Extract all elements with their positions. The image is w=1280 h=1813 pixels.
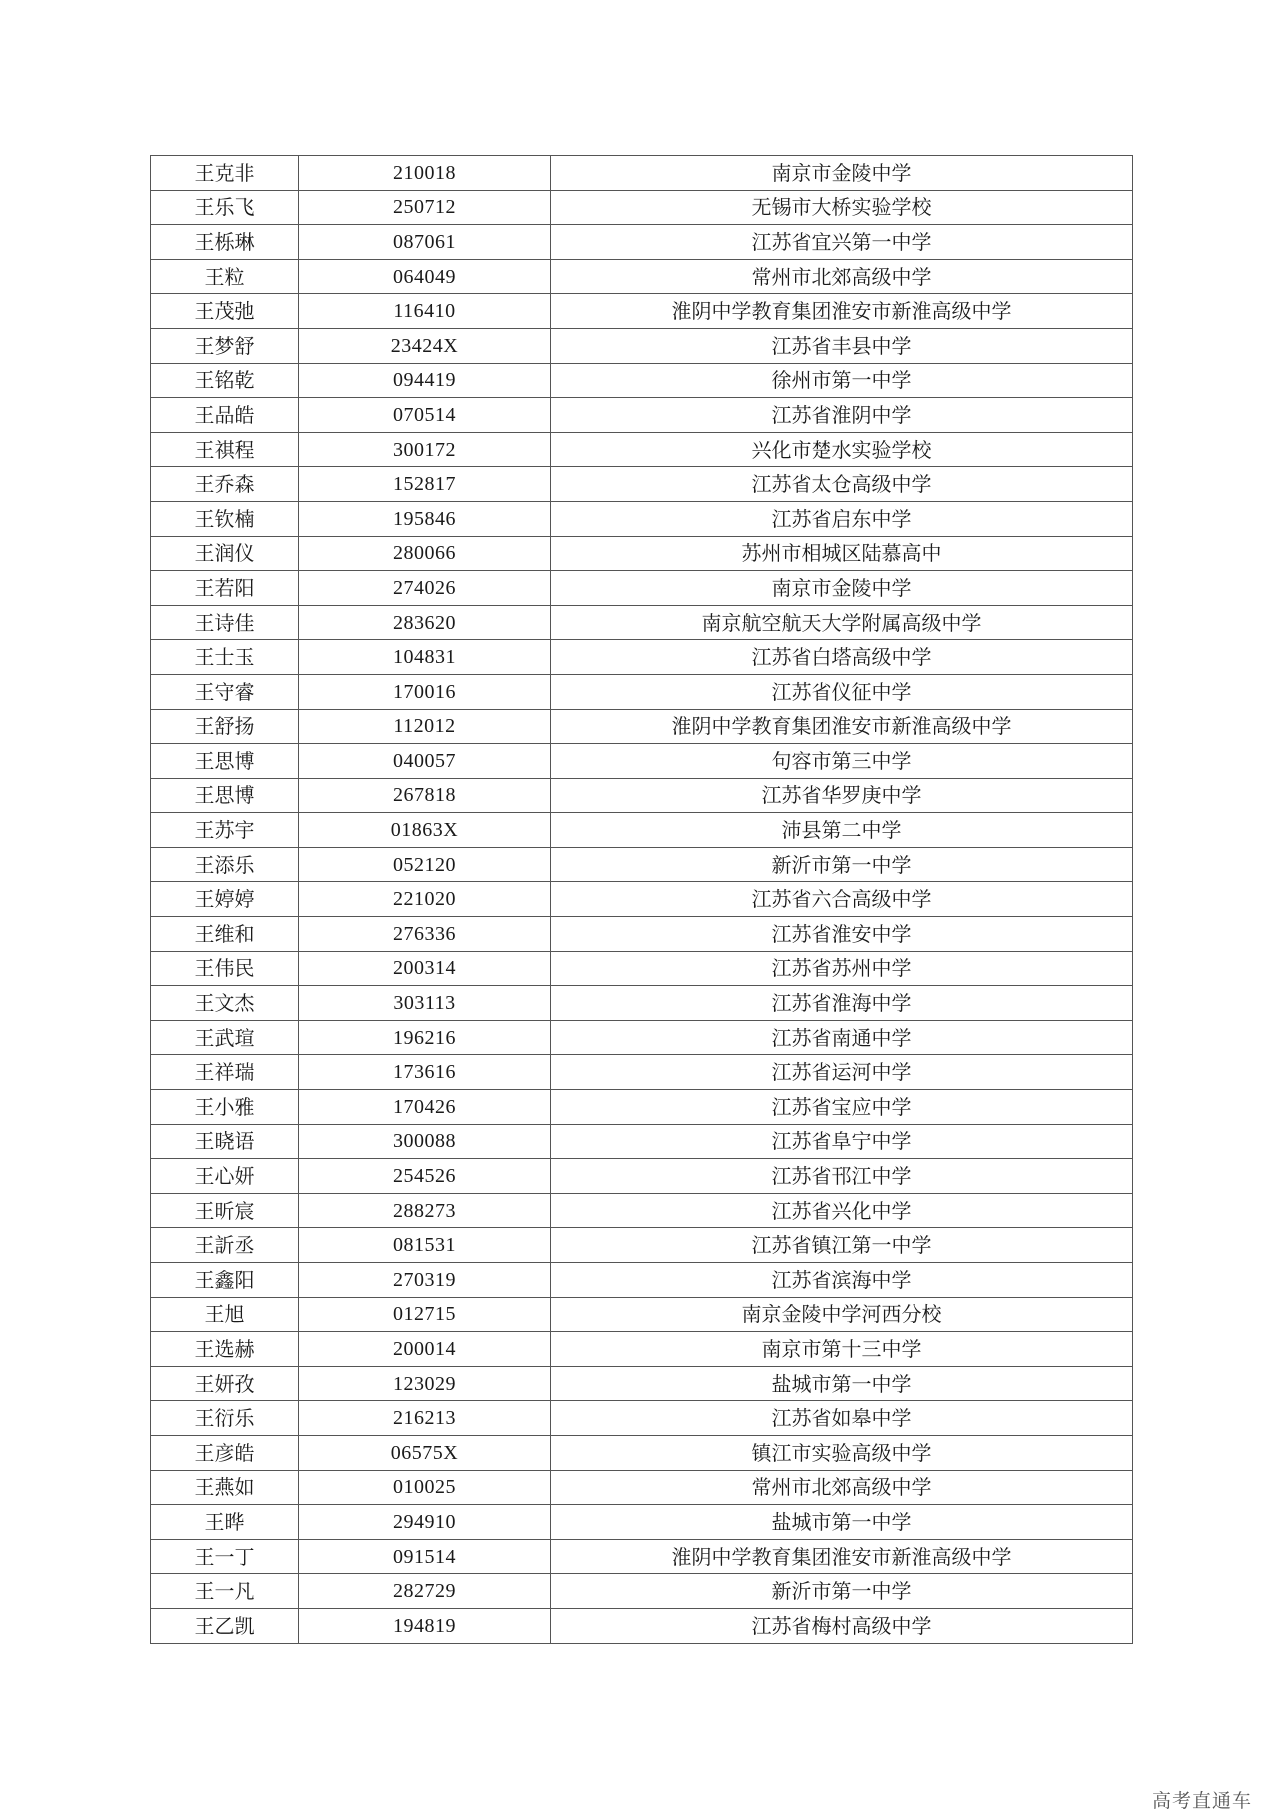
table-row: [151, 1470, 1133, 1505]
table-row: [151, 294, 1133, 329]
table-row: [151, 1124, 1133, 1159]
table-row: [151, 501, 1133, 536]
student-id-cell: 091514: [299, 1539, 551, 1574]
student-id-cell: 303113: [299, 986, 551, 1021]
school-name-cell: 江苏省邗江中学: [551, 1159, 1133, 1194]
student-id-cell: 064049: [299, 259, 551, 294]
school-name-cell: 淮阴中学教育集团淮安市新淮高级中学: [551, 294, 1133, 329]
student-name-cell: 王维和: [151, 917, 299, 952]
table-row: [151, 1366, 1133, 1401]
student-id-cell: 104831: [299, 640, 551, 675]
student-id-cell: 010025: [299, 1470, 551, 1505]
student-name-cell: 王訢丞: [151, 1228, 299, 1263]
student-id-cell: 196216: [299, 1020, 551, 1055]
student-id-cell: 116410: [299, 294, 551, 329]
school-name-cell: 南京市金陵中学: [551, 156, 1133, 191]
student-name-cell: 王思博: [151, 778, 299, 813]
table-row: [151, 190, 1133, 225]
student-name-cell: 王衍乐: [151, 1401, 299, 1436]
student-name-cell: 王祥瑞: [151, 1055, 299, 1090]
table-row: [151, 986, 1133, 1021]
student-name-cell: 王文杰: [151, 986, 299, 1021]
student-id-cell: 087061: [299, 225, 551, 260]
school-name-cell: 江苏省如皋中学: [551, 1401, 1133, 1436]
table-row: [151, 1297, 1133, 1332]
student-id-cell: 170016: [299, 674, 551, 709]
roster-table-body: [151, 156, 1133, 1644]
student-name-cell: 王昕宸: [151, 1193, 299, 1228]
student-name-cell: 王若阳: [151, 571, 299, 606]
table-row: [151, 156, 1133, 191]
table-row: [151, 882, 1133, 917]
table-row: [151, 1574, 1133, 1609]
student-name-cell: 王一凡: [151, 1574, 299, 1609]
school-name-cell: 江苏省启东中学: [551, 501, 1133, 536]
student-name-cell: 王心妍: [151, 1159, 299, 1194]
school-name-cell: 徐州市第一中学: [551, 363, 1133, 398]
school-name-cell: 江苏省南通中学: [551, 1020, 1133, 1055]
table-row: [151, 951, 1133, 986]
school-name-cell: 南京市第十三中学: [551, 1332, 1133, 1367]
student-name-cell: 王钦楠: [151, 501, 299, 536]
student-id-cell: 221020: [299, 882, 551, 917]
student-name-cell: 王栎琳: [151, 225, 299, 260]
student-name-cell: 王诗佳: [151, 605, 299, 640]
student-name-cell: 王茂弛: [151, 294, 299, 329]
school-name-cell: 江苏省六合高级中学: [551, 882, 1133, 917]
student-id-cell: 06575X: [299, 1435, 551, 1470]
student-id-cell: 282729: [299, 1574, 551, 1609]
student-id-cell: 200014: [299, 1332, 551, 1367]
school-name-cell: 淮阴中学教育集团淮安市新淮高级中学: [551, 709, 1133, 744]
student-id-cell: 152817: [299, 467, 551, 502]
school-name-cell: 江苏省苏州中学: [551, 951, 1133, 986]
student-name-cell: 王彦皓: [151, 1435, 299, 1470]
table-row: [151, 1539, 1133, 1574]
school-name-cell: 江苏省丰县中学: [551, 328, 1133, 363]
student-id-cell: 052120: [299, 847, 551, 882]
table-row: [151, 640, 1133, 675]
table-row: [151, 225, 1133, 260]
table-row: [151, 328, 1133, 363]
student-id-cell: 270319: [299, 1263, 551, 1298]
student-id-cell: 094419: [299, 363, 551, 398]
school-name-cell: 常州市北郊高级中学: [551, 1470, 1133, 1505]
school-name-cell: 江苏省淮安中学: [551, 917, 1133, 952]
table-row: [151, 467, 1133, 502]
school-name-cell: 江苏省仪征中学: [551, 674, 1133, 709]
school-name-cell: 江苏省梅村高级中学: [551, 1608, 1133, 1643]
school-name-cell: 盐城市第一中学: [551, 1366, 1133, 1401]
student-id-cell: 267818: [299, 778, 551, 813]
roster-table: [150, 155, 1133, 1644]
school-name-cell: 江苏省滨海中学: [551, 1263, 1133, 1298]
student-id-cell: 112012: [299, 709, 551, 744]
table-row: [151, 398, 1133, 433]
table-row: [151, 847, 1133, 882]
school-name-cell: 江苏省阜宁中学: [551, 1124, 1133, 1159]
table-row: [151, 813, 1133, 848]
student-name-cell: 王旭: [151, 1297, 299, 1332]
student-id-cell: 294910: [299, 1505, 551, 1540]
student-id-cell: 01863X: [299, 813, 551, 848]
student-name-cell: 王小雅: [151, 1090, 299, 1125]
student-name-cell: 王守睿: [151, 674, 299, 709]
student-id-cell: 216213: [299, 1401, 551, 1436]
student-name-cell: 王铭乾: [151, 363, 299, 398]
student-name-cell: 王思博: [151, 744, 299, 779]
student-id-cell: 250712: [299, 190, 551, 225]
student-name-cell: 王士玉: [151, 640, 299, 675]
school-name-cell: 南京金陵中学河西分校: [551, 1297, 1133, 1332]
student-name-cell: 王乐飞: [151, 190, 299, 225]
school-name-cell: 江苏省华罗庚中学: [551, 778, 1133, 813]
student-id-cell: 23424X: [299, 328, 551, 363]
school-name-cell: 苏州市相城区陆慕高中: [551, 536, 1133, 571]
student-name-cell: 王婷婷: [151, 882, 299, 917]
student-name-cell: 王燕如: [151, 1470, 299, 1505]
school-name-cell: 新沂市第一中学: [551, 1574, 1133, 1609]
table-row: [151, 1090, 1133, 1125]
school-name-cell: 南京航空航天大学附属高级中学: [551, 605, 1133, 640]
table-row: [151, 1228, 1133, 1263]
table-row: [151, 778, 1133, 813]
table-row: [151, 1435, 1133, 1470]
table-row: [151, 432, 1133, 467]
student-name-cell: 王选赫: [151, 1332, 299, 1367]
student-name-cell: 王品皓: [151, 398, 299, 433]
table-row: [151, 1401, 1133, 1436]
student-id-cell: 300088: [299, 1124, 551, 1159]
table-row: [151, 536, 1133, 571]
student-id-cell: 040057: [299, 744, 551, 779]
student-name-cell: 王祺程: [151, 432, 299, 467]
school-name-cell: 南京市金陵中学: [551, 571, 1133, 606]
student-name-cell: 王乔森: [151, 467, 299, 502]
student-id-cell: 283620: [299, 605, 551, 640]
school-name-cell: 江苏省宜兴第一中学: [551, 225, 1133, 260]
school-name-cell: 江苏省运河中学: [551, 1055, 1133, 1090]
table-row: [151, 917, 1133, 952]
school-name-cell: 新沂市第一中学: [551, 847, 1133, 882]
school-name-cell: 无锡市大桥实验学校: [551, 190, 1133, 225]
school-name-cell: 江苏省宝应中学: [551, 1090, 1133, 1125]
table-row: [151, 1020, 1133, 1055]
school-name-cell: 盐城市第一中学: [551, 1505, 1133, 1540]
school-name-cell: 江苏省太仓高级中学: [551, 467, 1133, 502]
student-name-cell: 王梦舒: [151, 328, 299, 363]
school-name-cell: 常州市北郊高级中学: [551, 259, 1133, 294]
table-row: [151, 363, 1133, 398]
student-id-cell: 012715: [299, 1297, 551, 1332]
school-name-cell: 江苏省镇江第一中学: [551, 1228, 1133, 1263]
table-row: [151, 571, 1133, 606]
table-row: [151, 1193, 1133, 1228]
student-id-cell: 200314: [299, 951, 551, 986]
student-id-cell: 300172: [299, 432, 551, 467]
student-name-cell: 王苏宇: [151, 813, 299, 848]
student-id-cell: 280066: [299, 536, 551, 571]
school-name-cell: 江苏省淮海中学: [551, 986, 1133, 1021]
student-name-cell: 王晔: [151, 1505, 299, 1540]
student-id-cell: 123029: [299, 1366, 551, 1401]
school-name-cell: 江苏省白塔高级中学: [551, 640, 1133, 675]
table-row: [151, 709, 1133, 744]
school-name-cell: 淮阴中学教育集团淮安市新淮高级中学: [551, 1539, 1133, 1574]
student-id-cell: 274026: [299, 571, 551, 606]
student-id-cell: 276336: [299, 917, 551, 952]
student-id-cell: 288273: [299, 1193, 551, 1228]
student-id-cell: 070514: [299, 398, 551, 433]
student-id-cell: 081531: [299, 1228, 551, 1263]
student-name-cell: 王晓语: [151, 1124, 299, 1159]
student-id-cell: 173616: [299, 1055, 551, 1090]
school-name-cell: 沛县第二中学: [551, 813, 1133, 848]
table-row: [151, 1505, 1133, 1540]
table-row: [151, 1159, 1133, 1194]
student-id-cell: 195846: [299, 501, 551, 536]
table-row: [151, 605, 1133, 640]
table-row: [151, 1263, 1133, 1298]
student-id-cell: 194819: [299, 1608, 551, 1643]
student-id-cell: 254526: [299, 1159, 551, 1194]
school-name-cell: 江苏省淮阴中学: [551, 398, 1133, 433]
table-row: [151, 1332, 1133, 1367]
student-name-cell: 王粒: [151, 259, 299, 294]
student-name-cell: 王舒扬: [151, 709, 299, 744]
student-name-cell: 王妍孜: [151, 1366, 299, 1401]
table-row: [151, 259, 1133, 294]
school-name-cell: 句容市第三中学: [551, 744, 1133, 779]
student-id-cell: 170426: [299, 1090, 551, 1125]
school-name-cell: 兴化市楚水实验学校: [551, 432, 1133, 467]
table-row: [151, 1608, 1133, 1643]
student-name-cell: 王添乐: [151, 847, 299, 882]
table-row: [151, 674, 1133, 709]
student-id-cell: 210018: [299, 156, 551, 191]
student-name-cell: 王乙凯: [151, 1608, 299, 1643]
table-row: [151, 1055, 1133, 1090]
student-name-cell: 王伟民: [151, 951, 299, 986]
student-name-cell: 王一丁: [151, 1539, 299, 1574]
student-name-cell: 王克非: [151, 156, 299, 191]
student-name-cell: 王润仪: [151, 536, 299, 571]
table-row: [151, 744, 1133, 779]
watermark-text: 高考直通车: [1151, 1790, 1252, 1812]
school-name-cell: 江苏省兴化中学: [551, 1193, 1133, 1228]
student-name-cell: 王武瑄: [151, 1020, 299, 1055]
school-name-cell: 镇江市实验高级中学: [551, 1435, 1133, 1470]
student-name-cell: 王鑫阳: [151, 1263, 299, 1298]
